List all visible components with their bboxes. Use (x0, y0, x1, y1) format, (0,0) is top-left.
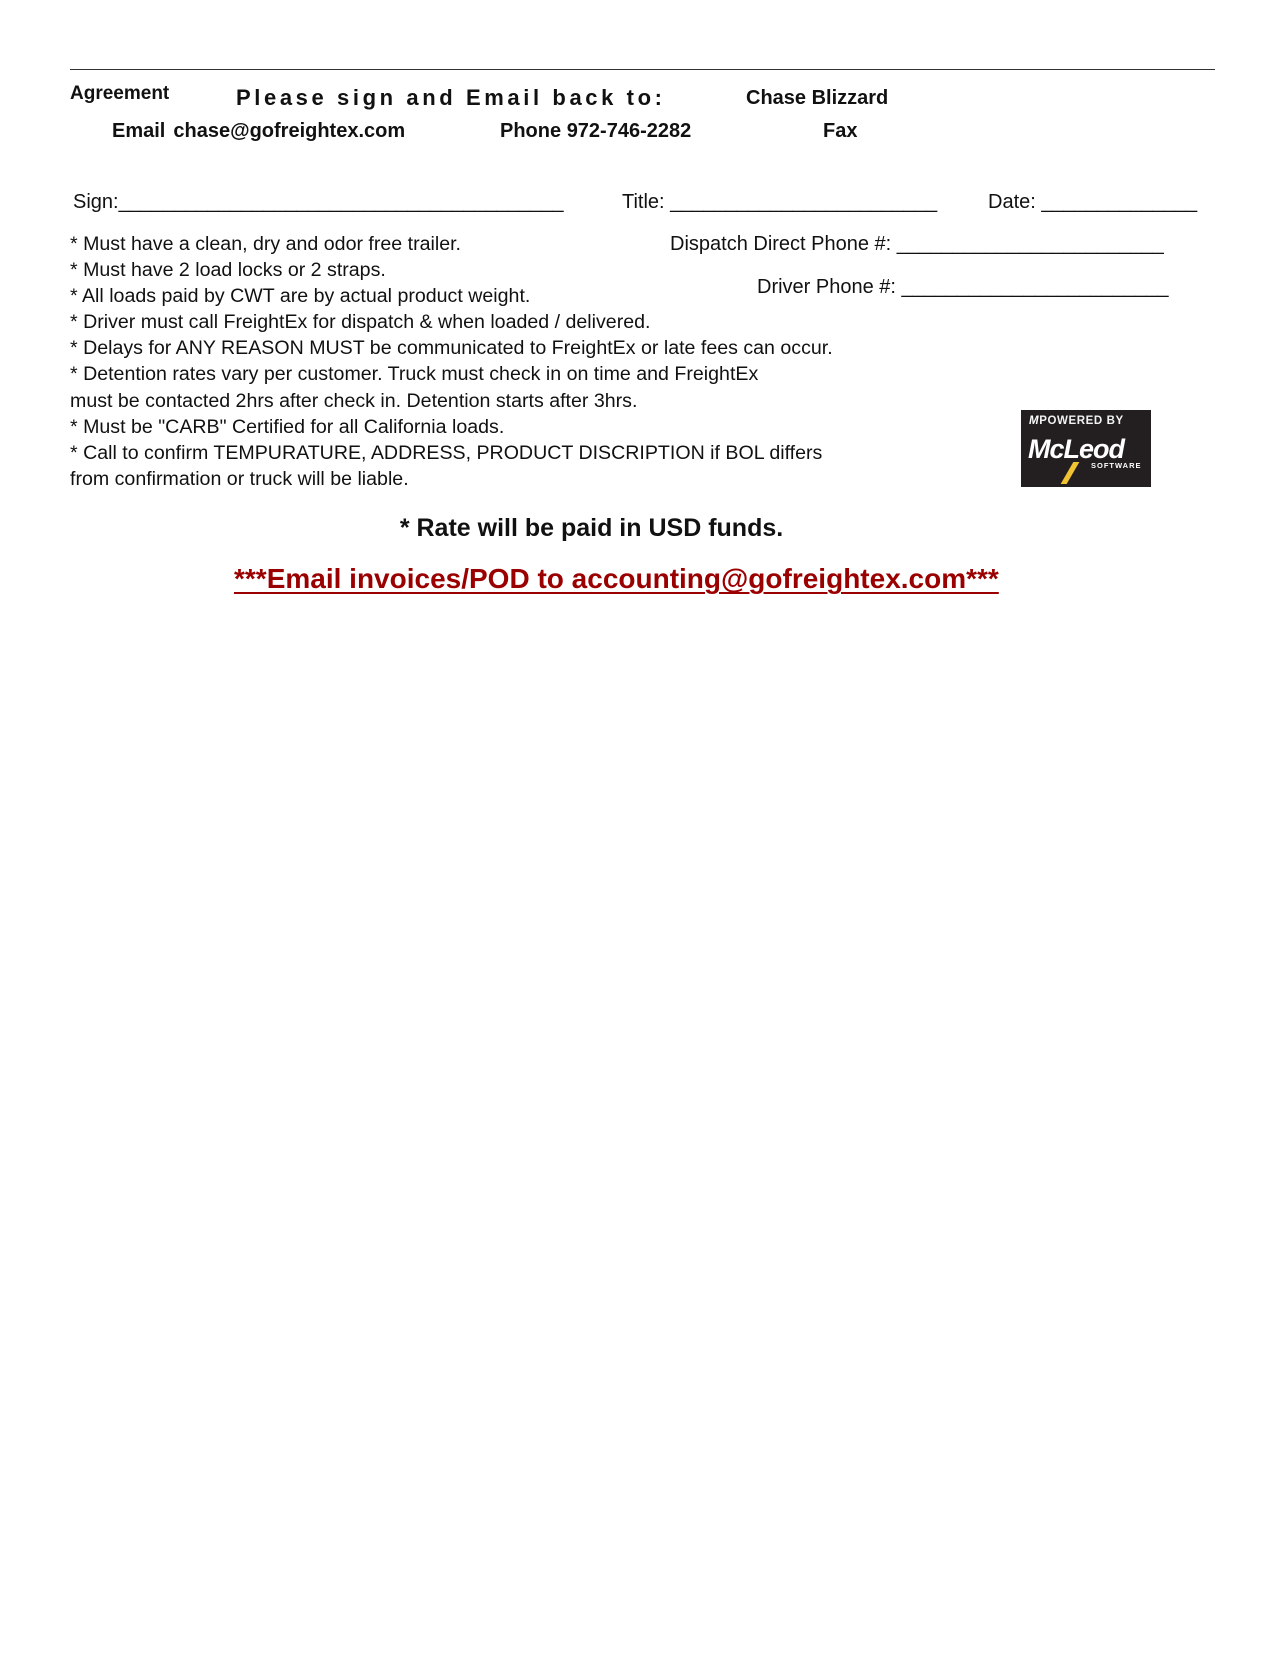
terms-list (70, 231, 833, 492)
term-item: * All loads paid by CWT are by actual product weight. (70, 285, 531, 308)
logo-software-text: SOFTWARE (1091, 461, 1142, 470)
date-field[interactable]: Date: ______________ (988, 191, 1198, 213)
phone-value: 972-746-2282 (566, 120, 692, 142)
fax-label: Fax (823, 120, 858, 142)
contact-phone-row (500, 120, 691, 143)
term-item: * Delays for ANY REASON MUST be communicated to FreightEx or late fees can occur. (70, 337, 833, 360)
term-item: * Detention rates vary per customer. Truck must check in on time and FreightEx (70, 363, 759, 386)
top-divider-line (70, 69, 1215, 70)
term-item: * Must have a clean, dry and odor free trailer. (70, 233, 461, 255)
term-item: * Must be "CARB" Certified for all California loads. (70, 415, 505, 438)
term-item: * Must have 2 load locks or 2 straps. (70, 259, 386, 282)
term-item: * Call to confirm TEMPURATURE, ADDRESS, PRODUCT DISCRIPTION if BOL differs (70, 441, 823, 464)
term-item: * Driver must call FreightEx for dispatch & when loaded / delivered. (70, 311, 651, 334)
sign-field[interactable]: Sign:________________________________________ (73, 191, 564, 213)
logo-powered-by-text: MPOWERED BY (1029, 415, 1124, 427)
dispatch-phone-field[interactable]: Dispatch Direct Phone #: ________________________ (670, 233, 1164, 255)
phone-label: Phone (500, 120, 562, 142)
logo-m-mark: M (1029, 415, 1040, 427)
logo-swoosh-icon (1061, 462, 1080, 484)
logo-brand-name: McLeod (1028, 434, 1125, 464)
powered-by-mcleod-logo (1021, 410, 1151, 487)
term-item: from confirmation or truck will be liable. (70, 467, 409, 490)
contact-name: Chase Blizzard (746, 87, 889, 109)
agreement-heading: Agreement (70, 83, 170, 104)
sign-instruction: Please sign and Email back to: (236, 85, 666, 110)
invoice-email-note[interactable]: ***Email invoices/POD to accounting@gofreightex.com*** (234, 563, 999, 594)
driver-phone-field[interactable]: Driver Phone #: ________________________ (757, 276, 1169, 298)
title-field[interactable]: Title: ________________________ (622, 191, 938, 213)
email-value: chase@gofreightex.com (173, 120, 406, 142)
term-item: must be contacted 2hrs after check in. Detention starts after 3hrs. (70, 389, 638, 412)
rate-note: * Rate will be paid in USD funds. (399, 514, 784, 542)
contact-email-row (112, 120, 405, 143)
email-label: Email (112, 120, 166, 142)
